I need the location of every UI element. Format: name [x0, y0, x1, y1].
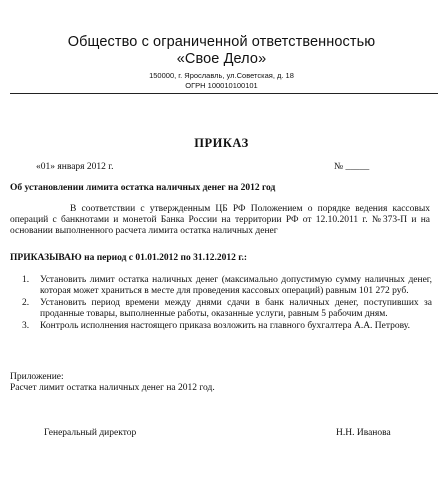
list-item-text: Установить период времени между днями сдачи в банк наличных денег, поступивших за проданные товары, выполненные работы, оказанные услуги, равным 5 рабочим дням.: [40, 298, 432, 319]
list-item-number: 2.: [22, 298, 30, 308]
header-divider: [10, 93, 438, 94]
order-items-list: [22, 275, 432, 333]
list-item-number: 3.: [22, 321, 30, 331]
attachment-text: Расчет лимит остатка наличных денег на 2012 год.: [10, 383, 215, 393]
order-date: «01» января 2012 г.: [36, 162, 114, 172]
order-directive: ПРИКАЗЫВАЮ на период с 01.01.2012 по 31.12.2012 г.:: [10, 253, 248, 263]
order-title: ПРИКАЗ: [194, 136, 249, 150]
attachment-label: Приложение:: [10, 372, 64, 382]
org-name-line2: «Свое Дело»: [176, 51, 267, 67]
order-number: № _____: [334, 162, 370, 172]
list-item-number: 1.: [22, 275, 30, 285]
org-name-line1: Общество с ограниченной ответственностью: [67, 34, 376, 50]
list-item: [22, 321, 432, 332]
list-item: [22, 275, 432, 297]
list-item-text: Контроль исполнения настоящего приказа возложить на главного бухгалтера А.А. Петрову.: [40, 321, 410, 331]
signer-name: Н.Н. Иванова: [336, 428, 391, 438]
org-address: 150000, г. Ярославль, ул.Советская, д. 18: [149, 71, 294, 80]
list-item-text: Установить лимит остатка наличных денег (максимально допустимую сумму наличных денег, которая может храниться в месте для проведения кассовых операций) равным 101 272 руб.: [40, 275, 432, 296]
org-ogrn: ОГРН 100010100101: [185, 81, 258, 90]
order-preamble: [10, 204, 430, 237]
order-preamble-text: В соответствии с утвержденным ЦБ РФ Положением о порядке ведения кассовых операций с банкнотами и монетой Банка России на территории РФ от 12.10.2011 г. №373-П и на основании выполненного расчета лимита остатка наличных денег: [10, 204, 430, 236]
signer-title: Генеральный директор: [44, 428, 137, 438]
order-subject: Об установлении лимита остатка наличных денег на 2012 год: [10, 183, 276, 193]
list-item: [22, 298, 432, 320]
